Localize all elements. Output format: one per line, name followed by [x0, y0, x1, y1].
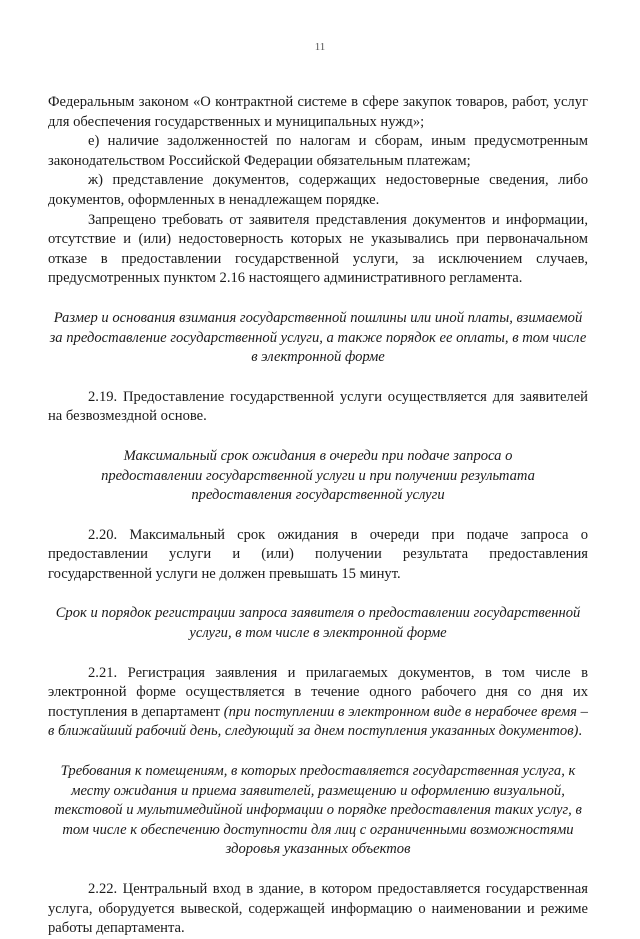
document-body — [48, 93, 588, 939]
paragraph-2-20: 2.20. Максимальный срок ожидания в очереди при подаче запроса о предоставлении услуги и (или) получении результата предоставления государственной услуги не должен превышать 15 минут. — [48, 526, 588, 582]
paragraph-2-21-main: 2.21. Регистрация заявления и прилагаемых документов, в том числе в электронной форме осуществляется в течение одного рабочего дня со дня их поступления в департамент — [48, 664, 588, 720]
paragraph-2-21-italic: (при поступлении в электронном виде в нерабочее время – в ближайший рабочий день, следующий за днем поступления указанных документов) — [48, 703, 588, 740]
paragraph-2-19: 2.19. Предоставление государственной услуги осуществляется для заявителей на безвозмездной основе. — [48, 388, 588, 425]
paragraph-2-21-end: . — [578, 723, 583, 740]
paragraph-item-zh: ж) представление документов, содержащих недостоверные сведения, либо документов, оформленных в ненадлежащем порядке. — [48, 172, 588, 208]
section-heading-premises: Требования к помещениям, в которых предоставляется государственная услуга, к месту ожидания и приема заявителей, размещению и оформлению визуальной, текстовой и мультимедийной информации о порядке предоставления таких услуг, в том числе к обеспечению доступности для лиц с ограниченными возможностями здоровья указанных объектов — [54, 763, 582, 858]
paragraph-prohibition: Запрещено требовать от заявителя представления документов и информации, отсутствие и (или) недостоверность которых не указывались при первоначальном отказе в предоставлении государственной услуги, за исключением случаев, предусмотренных пунктом 2.16 настоящего административного регламента. — [48, 211, 588, 287]
section-heading-fee: Размер и основания взимания государственной пошлины или иной платы, взимаемой за предоставление государственной услуги, а также порядок ее оплаты, в том числе в электронной форме — [49, 309, 587, 366]
section-heading-registration: Срок и порядок регистрации запроса заявителя о предоставлении государственной услуги, в том числе в электронной форме — [55, 605, 581, 642]
paragraph-2-21 — [48, 664, 588, 742]
section-heading-waiting-time: Максимальный срок ожидания в очереди при подаче запроса о предоставлении государственной услуги и при получении результата предоставления государственной услуги — [101, 447, 535, 504]
paragraph-law-reference: Федеральным законом «О контрактной системе в сфере закупок товаров, работ, услуг для обеспечения государственных и муниципальных нужд»; — [48, 94, 588, 130]
paragraph-2-22: 2.22. Центральный вход в здание, в котором предоставляется государственная услуга, оборудуется вывеской, содержащей информацию о наименовании и режиме работы департамента. — [48, 881, 588, 937]
paragraph-item-e: е) наличие задолженностей по налогам и сборам, иным предусмотренным законодательством Российской Федерации обязательным платежам; — [48, 133, 588, 169]
page-number: 11 — [314, 41, 326, 53]
